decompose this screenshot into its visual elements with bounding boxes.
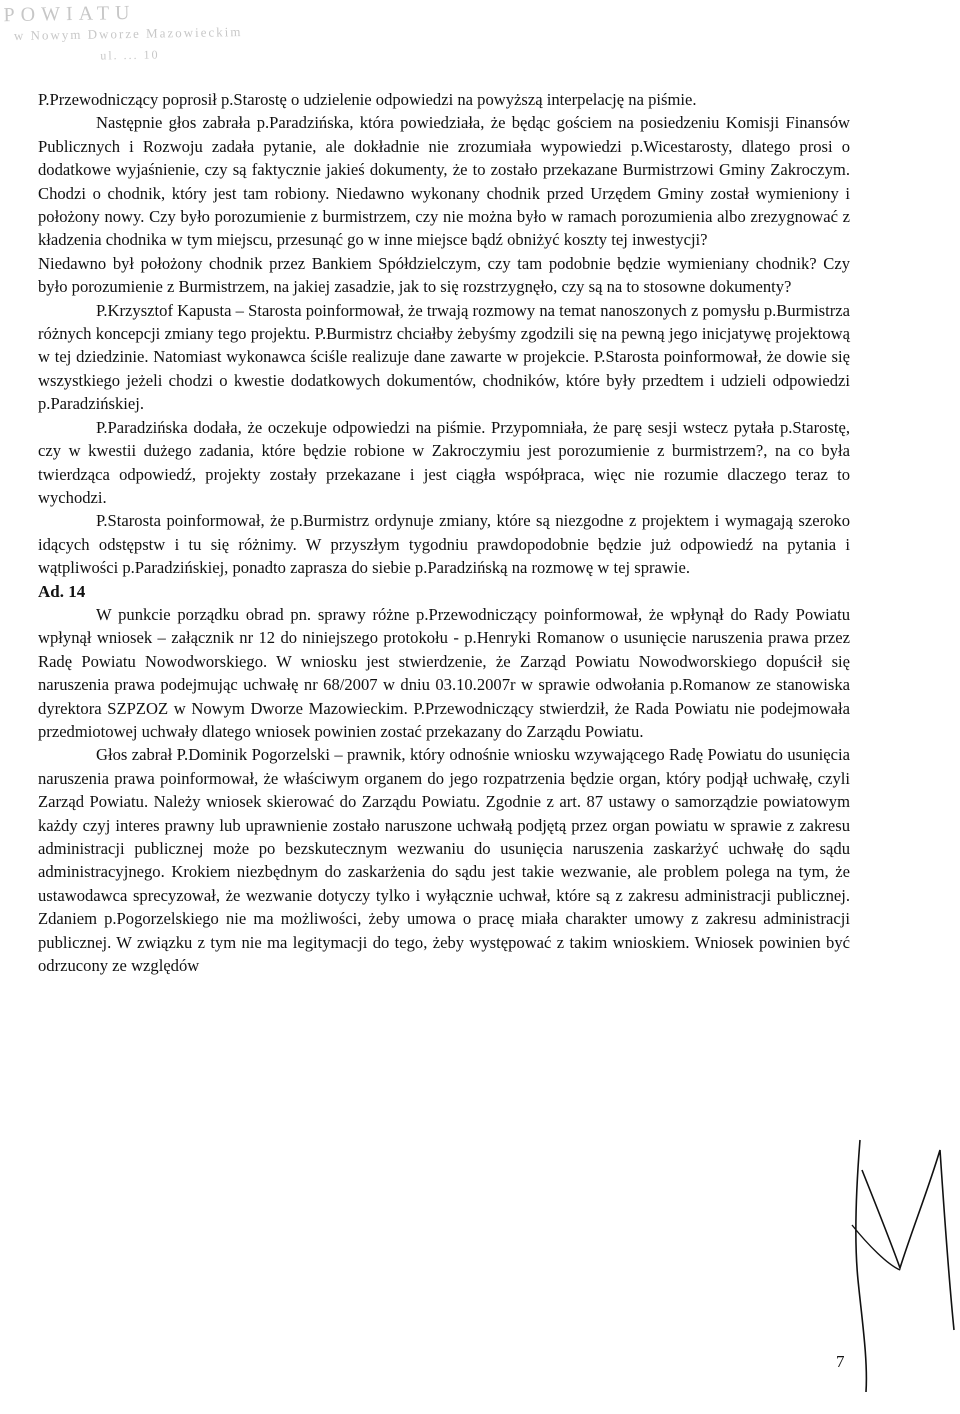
paragraph-motion: W punkcie porządku obrad pn. sprawy różne p.Przewodniczący poinformował, że wpłynął do Rady Powiatu wpłynął wniosek – załącznik nr 12 do niniejszego protokołu - p.Henryki Romanow o usunięcie naruszenia prawa przez Radę Powiatu Nowodworskiego. W wniosku jest stwierdzenie, że Zarząd Powiatu Nowodworskiego dopuścił się naruszenia prawa podejmując uchwałę nr 68/2007 w dniu 03.10.2007r w sprawie odwołania p.Romanow ze stanowiska dyrektora SZPZOZ w Nowym Dworze Mazowieckim. P.Przewodniczący stwierdził, że Rada Powiatu nie podejmowała przedmiotowej uchwały dlatego wniosek powinien zostać przekazany do Zarządu Powiatu. bbox=[38, 604, 850, 741]
stamp-line-2: w Nowym Dworze Mazowieckim bbox=[13, 24, 243, 44]
section-heading: Ad. 14 bbox=[38, 581, 86, 601]
paragraph-starosta-reply: P.Starosta poinformował, że p.Burmistrz ordynuje zmiany, które są niezgodne z projektem i wymagają szeroko idących odstępstw i tu się różnimy. W przyszłym tygodniu prawdopodobnie będzie już odpowiedź na pytania i wątpliwości p.Paradzińskiej, ponadto zaprasza do siebie p.Paradzińską na rozmowę w tej sprawie. bbox=[38, 511, 850, 578]
handwritten-signature bbox=[828, 1130, 958, 1400]
office-stamp bbox=[0, 0, 261, 82]
paragraph-lawyer: Głos zabrał P.Dominik Pogorzelski – prawnik, który odnośnie wniosku wzywającego Radę Powiatu do usunięcia naruszenia prawa poinformował, że właściwym organem do jego rozpatrzenia będzie organ, który podjął uchwałę, czyli Zarząd Powiatu. Należy wniosek skierować do Zarządu Powiatu. Zgodnie z art. 87 ustawy o samorządzie powiatowym każdy czyj interes prawny lub uprawnienie zostało naruszone uchwałą podjętą przez organ powiatu w sprawie z zakresu administracji publicznej może po bezskutecznym wezwaniu do usunięcia naruszenia zaskarżyć uchwałę do sądu administracyjnego. Krokiem niezbędnym do zaskarżenia do sądu jest takie wezwanie, ale problem polega na tym, że ustawodawca sprecyzował, że wezwanie dotyczy tylko i wyłącznie uchwał, które są z zakresu administracji publicznej. Zdaniem p.Pogorzelskiego nie ma możliwości, żeby umowa o pracę miała charakter umowy z zakresu administracji publicznej. W związku z tym nie ma legitymacji do tego, żeby występować z takim wnioskiem. Wniosek powinien być odrzucony ze względów bbox=[38, 745, 850, 976]
stamp-line-1: POWIATU bbox=[3, 1, 136, 27]
stamp-line-3: ul. ... 10 bbox=[100, 47, 160, 63]
paragraph-paradzinska-followup: P.Paradzińska dodała, że oczekuje odpowiedzi na piśmie. Przypomniała, że parę sesji wstecz pytała p.Starostę, czy w kwestii dużego zadania, które będzie robione w Zakroczymiu jest porozumienie z burmistrzem?, na co była twierdząca odpowiedź, projekty zostały przekazane i jest ciągła współpraca, więc nie rozumie dlaczego teraz to wychodzi. bbox=[38, 417, 850, 507]
page-number: 7 bbox=[836, 1352, 845, 1371]
document-body bbox=[38, 88, 850, 977]
paragraph-starosta-answer: P.Krzysztof Kapusta – Starosta poinformował, że trwają rozmowy na temat nanoszonych z pomysłu p.Burmistrza różnych koncepcji zmiany tego projektu. P.Burmistrz chciałby żebyśmy zgodzili się na pewną jego inicjatywę projektową w tej dziedzinie. Natomiast wykonawca ściśle realizuje dane zawarte w projekcie. P.Starosta poinformował, że dowie się wszystkiego jeżeli chodzi o kwestie dodatkowych dokumentów, chodników, które były przedtem i udzieli odpowiedzi p.Paradzińskiej. bbox=[38, 300, 850, 414]
paragraph-sidewalk-question: Niedawno był położony chodnik przez Bankiem Spółdzielczym, czy tam podobnie będzie wymieniany chodnik? Czy było porozumienie z Burmistrzem, na jakiej zasadzie, jak to się rozstrzygnęło, czy są na to stosowne dokumenty? bbox=[38, 253, 850, 297]
paragraph-paradzinska-question: Następnie głos zabrała p.Paradzińska, która powiedziała, że będąc gościem na posiedzeniu Komisji Finansów Publicznych i Rozwoju zadała pytanie, ale dokładnie nie zrozumiała wypowiedzi p.Wicestarosty, dlatego prosi o dodatkowe wyjaśnienie, czy są faktycznie jakieś dokumenty, że to zostało przekazane Burmistrzowi Gminy Zakroczym. Chodzi o chodnik, który jest tam robiony. Niedawno wykonany chodnik przed Urzędem Gminy został wymieniony i położony nowy. Czy było porozumienie z burmistrzem, czy nie można było w ramach porozumienia albo zrezygnować z kładzenia chodnika w tym miejscu, przesunąć go w inne miejsce bądź obniżyć koszty tej inwestycji? bbox=[38, 113, 850, 250]
paragraph-request: P.Przewodniczący poprosił p.Starostę o udzielenie odpowiedzi na powyższą interpelację na piśmie. bbox=[38, 90, 697, 109]
